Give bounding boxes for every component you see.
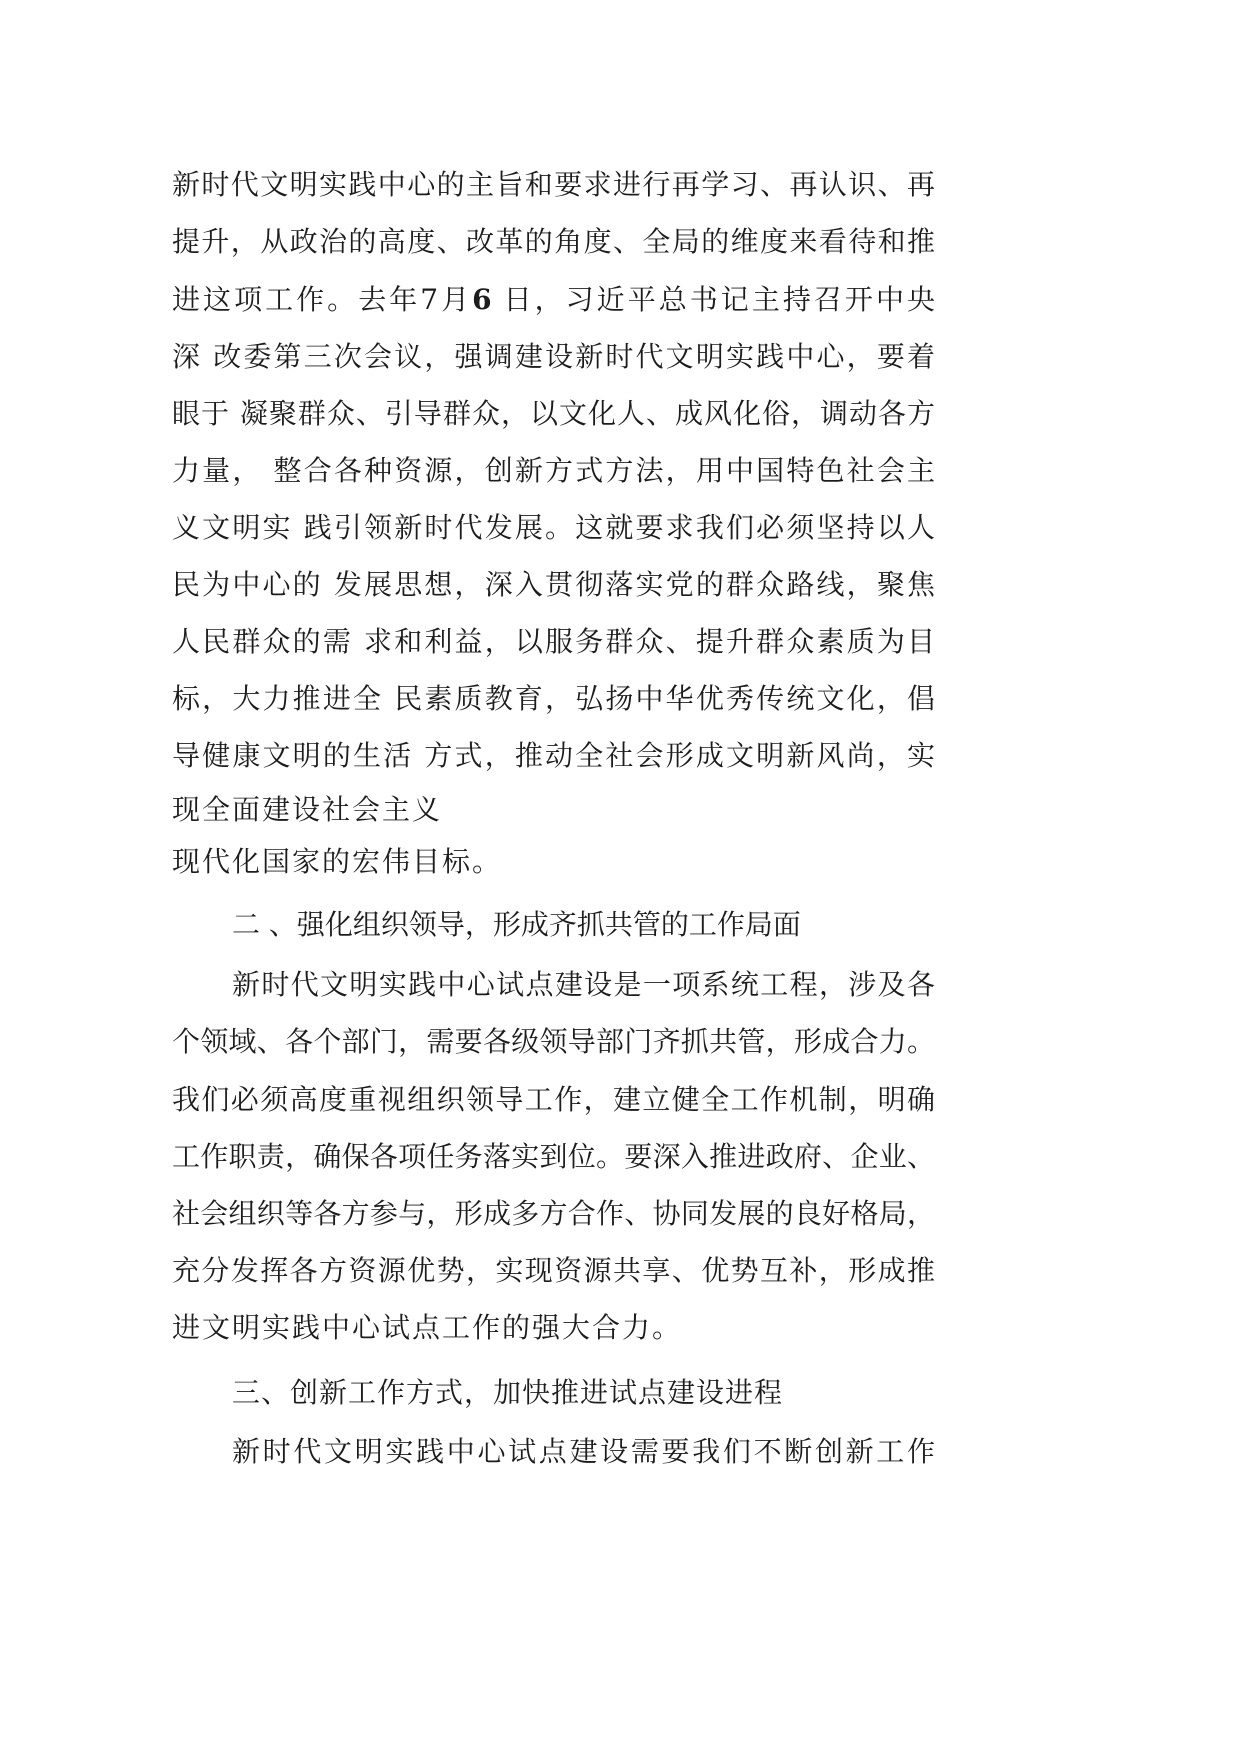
body-line: 社会组织等各方参与，形成多方合作、协同发展的良好格局， [172,1197,935,1230]
body-line: 新时代文明实践中心试点建设是一项系统工程，涉及各 [232,968,935,1001]
body-line: 义文明实 践引领新时代发展。这就要求我们必须坚持以人 [172,511,935,544]
body-line: 我们必须高度重视组织领导工作，建立健全工作机制，明确 [172,1083,935,1116]
body-line: 充分发挥各方资源优势，实现资源共享、优势互补，形成推 [172,1254,935,1287]
body-line-text: 进这项工作。去年7月 [172,283,473,316]
body-line [172,282,935,318]
body-line: 标，大力推进全 民素质教育，弘扬中华优秀传统文化，倡 [172,682,935,715]
body-line: 导健康文明的生活 方式，推动全社会形成文明新风尚，实 [172,739,935,772]
body-line: 现全面建设社会主义 [172,793,443,826]
body-line: 人民群众的需 求和利益，以服务群众、提升群众素质为目 [172,625,935,658]
body-line: 民为中心的 发展思想，深入贯彻落实党的群众路线，聚焦 [172,568,935,601]
body-line: 个领域、各个部门，需要各级领导部门齐抓共管，形成合力。 [172,1025,935,1058]
body-line: 现代化国家的宏伟目标。 [172,845,503,878]
body-line: 深 改委第三次会议，强调建设新时代文明实践中心，要着 [172,340,935,373]
body-line: 眼于 凝聚群众、引导群众，以文化人、成风化俗，调动各方 [172,397,935,430]
section-heading: 三、创新工作方式，加快推进试点建设进程 [232,1376,784,1409]
body-line-text: 日，习近平总书记主持召开中央 [491,283,935,316]
section-heading: 二 、强化组织领导，形成齐抓共管的工作局面 [232,908,801,941]
body-line: 新时代文明实践中心试点建设需要我们不断创新工作 [232,1435,935,1468]
body-line: 提升，从政治的高度、改革的角度、全局的维度来看待和推 [172,225,935,258]
body-line: 力量， 整合各种资源，创新方式方法，用中国特色社会主 [172,454,935,487]
body-line: 工作职责，确保各项任务落实到位。要深入推进政府、企业、 [172,1140,935,1173]
body-line: 进文明实践中心试点工作的强大合力。 [172,1311,683,1344]
body-line: 新时代文明实践中心的主旨和要求进行再学习、再认识、再 [172,168,935,201]
date-day-number: 6 [472,283,492,316]
